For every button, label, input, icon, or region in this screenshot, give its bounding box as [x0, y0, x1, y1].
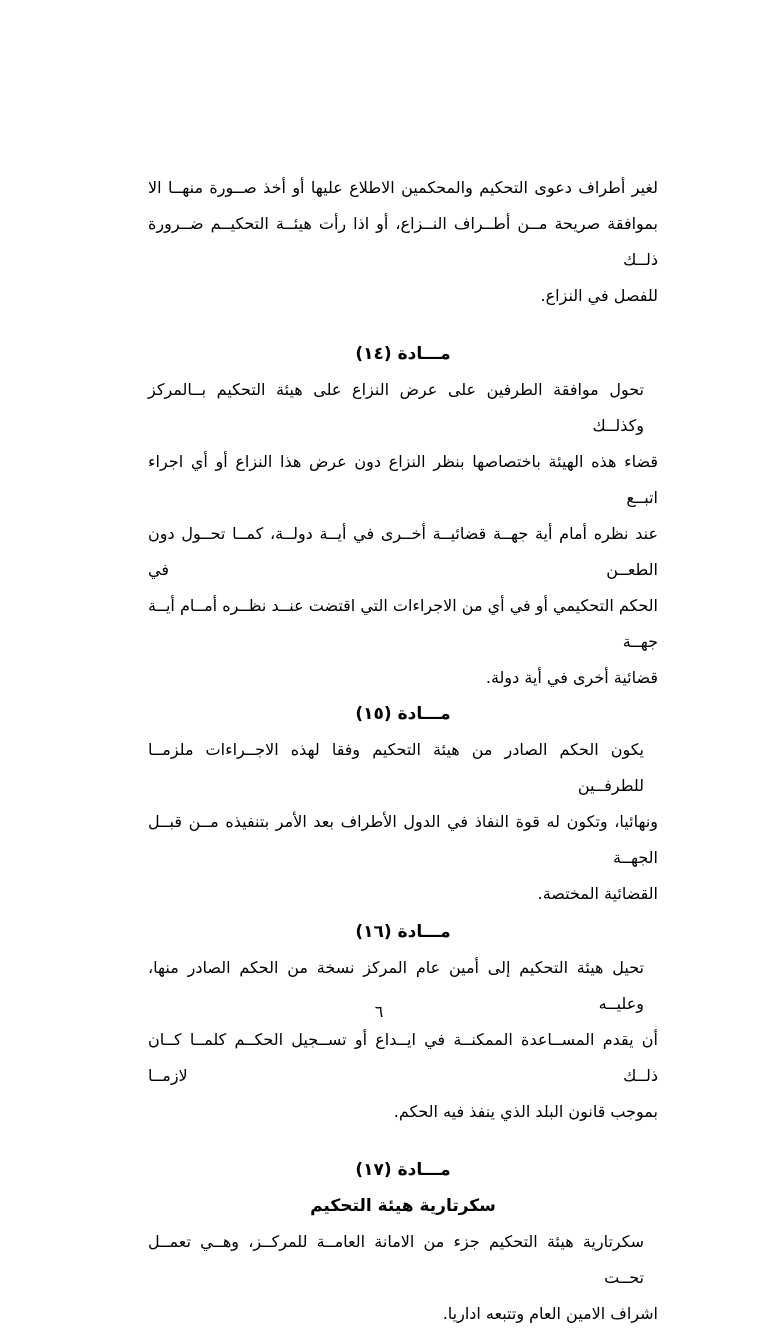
article-15-body: [148, 732, 658, 912]
text-line: سكرتارية هيئة التحكيم جزء من الامانة العامــة للمركــز، وهــي تعمــل تحــت: [148, 1232, 644, 1287]
text-line: عند نظره أمام أية جهــة قضائيــة أخــرى في أيــة دولــة، كمــا تحــول دون الطعــن في: [148, 524, 658, 579]
text-line: للفصل في النزاع.: [540, 286, 658, 305]
article-16-heading: مـــادة (١٦): [355, 922, 451, 942]
text-line: يكون الحكم الصادر من هيئة التحكيم وفقا لهذه الاجــراءات ملزمــا للطرفــين: [148, 740, 644, 795]
text-line: اشراف الامين العام وتتبعه اداريا.: [442, 1304, 658, 1323]
text-line: قضائية أخرى في أية دولة.: [485, 668, 658, 687]
text-line: بموجب قانون البلد الذي ينفذ فيه الحكم.: [393, 1102, 658, 1121]
text-line: تحول موافقة الطرفين على عرض النزاع على هيئة التحكيم بــالمركز وكذلــك: [148, 380, 644, 435]
text-line: الحكم التحكيمي أو في أي من الاجراءات التي اقتضت عنــد نظــره أمــام أيــة جهــة: [148, 596, 658, 651]
article-14-heading: مـــادة (١٤): [355, 344, 451, 364]
text-block: [148, 170, 658, 1332]
article-15-heading: مـــادة (١٥): [355, 704, 451, 724]
page-number: ٦: [374, 1002, 384, 1021]
text-line: لغير أطراف دعوى التحكيم والمحكمين الاطلاع عليها أو أخذ صــورة منهــا الا: [148, 178, 658, 197]
paragraph-continuation: [148, 170, 658, 314]
article-17-heading: مـــادة (١٧): [355, 1160, 451, 1180]
article-14-body: [148, 372, 658, 696]
text-line: قضاء هذه الهيئة باختصاصها بنظر النزاع دون عرض هذا النزاع أو أي اجراء اتبــع: [148, 452, 658, 507]
article-17-subtitle: سكرتارية هيئة التحكيم: [310, 1196, 496, 1216]
text-line: ونهائيا، وتكون له قوة النفاذ في الدول الأطراف بعد الأمر بتنفيذه مــن قبــل الجهــة: [148, 812, 658, 867]
article-17-body: [148, 1224, 658, 1332]
text-line: القضائية المختصة.: [537, 884, 658, 903]
article-16-body: [148, 950, 658, 1130]
text-line: بموافقة صريحة مــن أطــراف النــزاع، أو اذا رأت هيئــة التحكيــم ضــرورة ذلــك: [148, 214, 658, 269]
text-line: تحيل هيئة التحكيم إلى أمين عام المركز نسخة من الحكم الصادر منها، وعليــه: [148, 958, 644, 1013]
text-line: أن يقدم المســاعدة الممكنــة في ايــداع أو تســجيل الحكــم كلمــا كــان ذلــك لازمــا: [148, 1030, 658, 1085]
